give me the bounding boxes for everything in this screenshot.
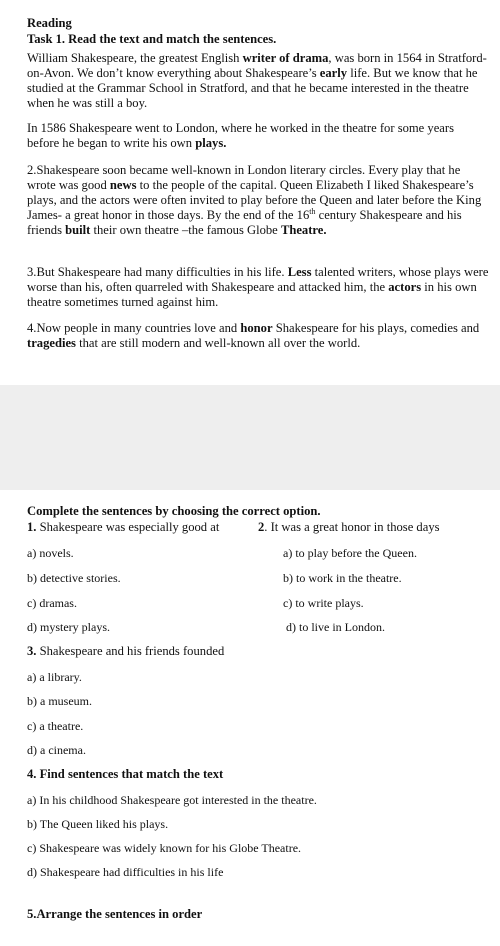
bold-term: actors bbox=[388, 280, 422, 294]
question-text: . It was a great honor in those days bbox=[264, 520, 440, 534]
question-1 bbox=[27, 520, 219, 535]
text-run: to the people of the capital. Queen Elizabeth I liked Shakespeare’s plays, and the actors were often invited to play before the Queen and later before the King James- a great honor in those days. By the end of the bbox=[27, 178, 482, 222]
question-3 bbox=[27, 644, 224, 659]
q2-option-a: a) to play before the Queen. bbox=[283, 546, 417, 560]
text-run: talented writers, whose plays were worse than his, often quarreled with Shakespeare and attacked him, the bbox=[27, 265, 489, 294]
q1-option-b: b) detective stories. bbox=[27, 571, 121, 585]
reading-paragraph bbox=[27, 51, 489, 111]
bold-term: Less bbox=[287, 265, 312, 279]
reading-paragraph bbox=[27, 321, 489, 351]
question-4-title: 4. Find sentences that match the text bbox=[27, 767, 224, 781]
question-number: 2 bbox=[258, 520, 265, 534]
question-2 bbox=[258, 520, 440, 535]
exercise-page bbox=[0, 490, 500, 946]
question-number: 1. bbox=[27, 520, 37, 534]
question-text: Shakespeare and his friends founded bbox=[36, 644, 225, 658]
text-run: Shakespeare for his plays, comedies and bbox=[272, 321, 480, 335]
text-run: , was born in 1564 in Stratford-on-Avon. We don’t know everything about Shakespeare’s bbox=[27, 51, 487, 80]
reading-paragraph bbox=[27, 121, 489, 151]
reading-paragraph bbox=[27, 265, 489, 310]
text-run: In 1586 Shakespeare went to London, where he worked in the theatre for some years before he began to write his own bbox=[27, 121, 454, 150]
question-5-title: 5.Arrange the sentences in order bbox=[27, 907, 203, 921]
reading-page bbox=[0, 0, 500, 385]
q2-option-c: c) to write plays. bbox=[283, 596, 364, 610]
q1-option-a: a) novels. bbox=[27, 546, 74, 560]
text-run: century Shakespeare and his friends bbox=[27, 208, 462, 237]
bold-term: news bbox=[109, 178, 137, 192]
q2-option-d: d) to live in London. bbox=[286, 620, 385, 634]
text-run: th bbox=[309, 206, 316, 216]
question-text: Shakespeare was especially good at bbox=[36, 520, 220, 534]
task-title: Task 1. Read the text and match the sentences. bbox=[27, 32, 277, 46]
exercise-title: Complete the sentences by choosing the correct option. bbox=[27, 504, 321, 518]
q3-option-d: d) a cinema. bbox=[27, 743, 86, 757]
text-run: their own theatre –the famous Globe bbox=[90, 223, 281, 237]
bold-term: built bbox=[65, 223, 91, 237]
text-run: that are still modern and well-known all over the world. bbox=[75, 336, 361, 350]
q4-option-c: c) Shakespeare was widely known for his Globe Theatre. bbox=[27, 841, 302, 855]
text-run: 3.But Shakespeare had many difficulties in his life. bbox=[27, 265, 288, 279]
bold-term: plays. bbox=[195, 136, 227, 150]
text-run: in his own theatre sometimes turned against him. bbox=[27, 280, 477, 309]
text-run: 2.Shakespeare soon became well-known in London literary circles. Every play that he wrote was good bbox=[27, 163, 461, 192]
q4-option-d: d) Shakespeare had difficulties in his life bbox=[27, 865, 224, 879]
text-run: 16 bbox=[296, 208, 310, 222]
reading-paragraph bbox=[27, 163, 489, 238]
bold-term: honor bbox=[240, 321, 273, 335]
text-run: 4.Now people in many countries love and bbox=[27, 321, 241, 335]
text-run: life. But we know that he studied at the Grammar School in Stratford, and that he became interested in the theatre when he was still a boy. bbox=[27, 66, 478, 110]
text-run: William Shakespeare, the greatest English bbox=[27, 51, 243, 65]
bold-term: tragedies bbox=[27, 336, 76, 350]
q4-option-a: a) In his childhood Shakespeare got interested in the theatre. bbox=[27, 793, 317, 807]
q1-option-d: d) mystery plays. bbox=[27, 620, 110, 634]
question-number: 3. bbox=[27, 644, 37, 658]
q2-option-b: b) to work in the theatre. bbox=[283, 571, 402, 585]
page-gap bbox=[0, 385, 500, 490]
q4-option-b: b) The Queen liked his plays. bbox=[27, 817, 169, 831]
q3-option-b: b) a museum. bbox=[27, 694, 92, 708]
q3-option-a: a) a library. bbox=[27, 670, 82, 684]
section-heading: Reading bbox=[27, 16, 72, 30]
q1-option-c: c) dramas. bbox=[27, 596, 77, 610]
bold-term: early bbox=[319, 66, 348, 80]
q3-option-c: c) a theatre. bbox=[27, 719, 84, 733]
bold-term: writer of drama bbox=[242, 51, 329, 65]
bold-term: Theatre. bbox=[280, 223, 327, 237]
